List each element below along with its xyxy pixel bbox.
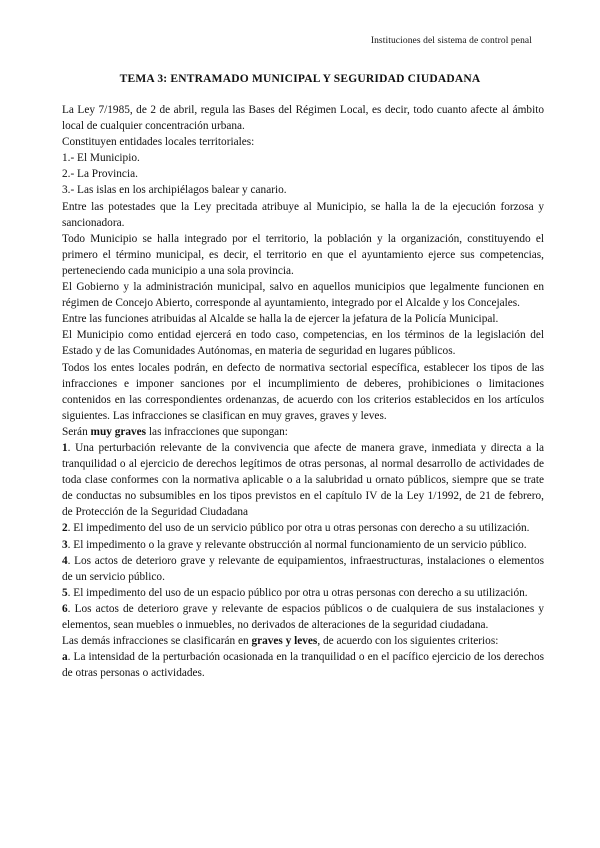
item-number: 4	[62, 554, 68, 567]
item-letter: a	[62, 651, 68, 664]
competencias-paragraph: El Municipio como entidad ejercerá en todo caso, competencias, en los términos de la legislación del Estado y de las Comunidades Autónomas, en materia de seguridad en lugares públicos.	[62, 329, 544, 358]
alcalde-paragraph: Entre las funciones atribuidas al Alcalde se halla la de ejercer la jefatura de la Policía Municipal.	[62, 313, 499, 326]
muy-graves-lead: Serán muy graves las infracciones que supongan:	[62, 425, 288, 438]
potestades-paragraph: Entre las potestades que la Ley precitada atribuye al Municipio, se halla la de la ejecución forzosa y sancionadora.	[62, 200, 544, 229]
graves-leves-lead: Las demás infracciones se clasificarán en graves y leves, de acuerdo con los siguientes criterios:	[62, 635, 499, 648]
gobierno-paragraph: El Gobierno y la administración municipal, salvo en aquellos municipios que legalmente funcionen en régimen de Concejo Abierto, corresponde al ayuntamiento, integrado por el Alcalde y los Concejales.	[62, 281, 544, 310]
integrado-paragraph: Todo Municipio se halla integrado por el territorio, la población y la organización, constituyendo el primero el término municipal, es decir, el territorio en que el ayuntamiento ejerce sus competencias, perteneciendo cada municipio a una sola provincia.	[62, 232, 544, 277]
item-number: 3	[62, 538, 68, 551]
entity-item: 1.- El Municipio.	[62, 152, 140, 165]
item-number: 6	[62, 602, 68, 615]
list-item: 5. El impedimento del uso de un espacio público por otra u otras personas con derecho a su utilización.	[62, 586, 528, 599]
running-header: Instituciones del sistema de control penal	[370, 36, 532, 46]
criteria-item: a. La intensidad de la perturbación ocasionada en la tranquilidad o en el pacífico ejercicio de los derechos de otras personas o actividades.	[62, 651, 544, 680]
list-item: 4. Los actos de deterioro grave y relevante de equipamientos, infraestructuras, instalaciones o elementos de un servicio público.	[62, 554, 544, 583]
page-title: TEMA 3: ENTRAMADO MUNICIPAL Y SEGURIDAD CIUDADANA	[119, 73, 481, 85]
document-body	[62, 102, 544, 681]
item-number: 5	[62, 586, 68, 599]
list-item: 3. El impedimento o la grave y relevante obstrucción al normal funcionamiento de un servicio público.	[62, 538, 527, 551]
item-number: 2	[62, 522, 68, 535]
entes-paragraph: Todos los entes locales podrán, en defecto de normativa sectorial específica, establecer los tipos de las infracciones e imponer sanciones por el incumplimiento de deberes, prohibiciones o limitaciones contenidos en las correspondientes ordenanzas, de acuerdo con los criterios establecidos en los artículos siguientes. Las infracciones se clasifican en muy graves, graves y leves.	[62, 361, 544, 422]
list-item: 6. Los actos de deterioro grave y relevante de espacios públicos o de cualquiera de sus instalaciones y elementos, sean muebles o inmuebles, no derivados de alteraciones de la seguridad ciudadana.	[62, 602, 544, 631]
intro-paragraph: La Ley 7/1985, de 2 de abril, regula las Bases del Régimen Local, es decir, todo cuanto afecte al ámbito local de cualquier concentración urbana.	[62, 104, 544, 133]
list-item: 2. El impedimento del uso de un servicio público por otra u otras personas con derecho a su utilización.	[62, 522, 530, 535]
entity-item: 3.- Las islas en los archipiélagos balear y canario.	[62, 184, 287, 197]
item-number: 1	[62, 441, 68, 454]
list-item: 1. Una perturbación relevante de la convivencia que afecte de manera grave, inmediata y directa a la tranquilidad o al ejercicio de derechos legítimos de otras personas, al normal desarrollo de actividades de toda clase conformes con la normativa aplicable o a la salubridad u ornato públicos, siempre que se trate de conductas no subsumibles en los tipos previstos en el capítulo IV de la Ley 1/1992, de 21 de febrero, de Protección de la Seguridad Ciudadana	[62, 441, 544, 519]
entities-lead: Constituyen entidades locales territoriales:	[62, 136, 255, 149]
entity-item: 2.- La Provincia.	[62, 168, 138, 181]
